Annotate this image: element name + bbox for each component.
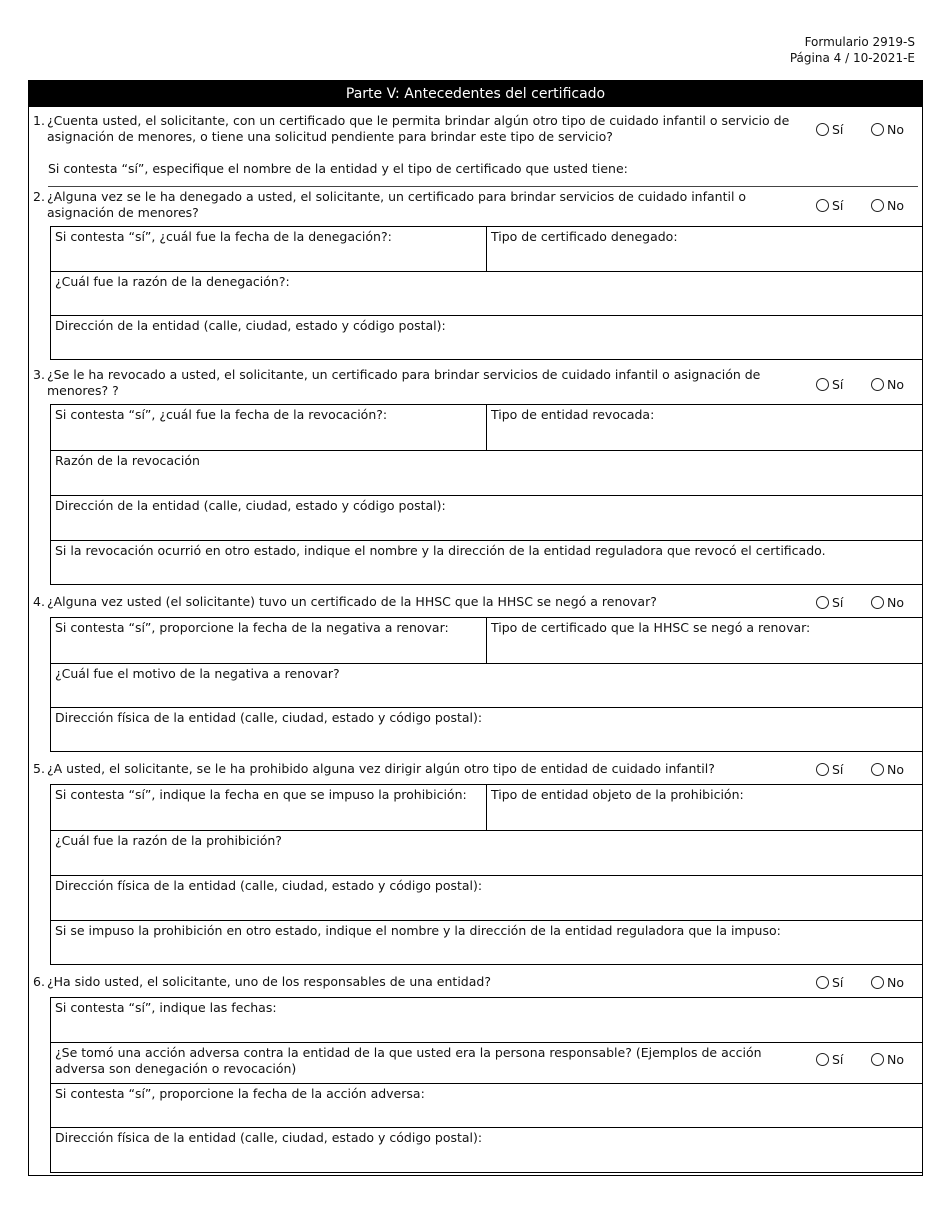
q3-other-state-field[interactable]: Si la revocación ocurrió en otro estado, indique el nombre y la dirección de la entidad reguladora que revocó el certificado. [55, 543, 826, 558]
radio-circle-icon[interactable] [816, 123, 829, 136]
q4-type-field[interactable]: Tipo de certificado que la HHSC se negó a renovar: [491, 620, 811, 635]
q3-details-table [50, 404, 923, 585]
q1-yes-radio[interactable]: Sí [816, 122, 843, 137]
q4-no-radio[interactable]: No [871, 595, 904, 610]
page-number: Página 4 / 10-2021-E [789, 51, 915, 65]
q4-reason-field[interactable]: ¿Cuál fue el motivo de la negativa a renovar? [55, 666, 340, 681]
question-4: 4. ¿Alguna vez usted (el solicitante) tuvo un certificado de la HHSC que la HHSC se negó a renovar? [33, 594, 657, 609]
q5-type-field[interactable]: Tipo de entidad objeto de la prohibición: [491, 787, 744, 802]
radio-circle-icon[interactable] [816, 763, 829, 776]
q6-adverse-no-radio[interactable]: No [871, 1052, 904, 1067]
q2-details-table [50, 226, 923, 360]
radio-circle-icon[interactable] [816, 596, 829, 609]
q2-reason-field[interactable]: ¿Cuál fue la razón de la denegación?: [55, 274, 290, 289]
q5-reason-field[interactable]: ¿Cuál fue la razón de la prohibición? [55, 833, 282, 848]
q2-yes-radio[interactable]: Sí [816, 198, 843, 213]
q5-no-radio[interactable]: No [871, 762, 904, 777]
q3-address-field[interactable]: Dirección de la entidad (calle, ciudad, estado y código postal): [55, 498, 446, 513]
question-5: 5. ¿A usted, el solicitante, se le ha prohibido alguna vez dirigir algún otro tipo de entidad de cuidado infantil? [33, 761, 715, 776]
section-title: Parte V: Antecedentes del certificado [29, 81, 922, 107]
q2-date-field[interactable]: Si contesta “sí”, ¿cuál fue la fecha de la denegación?: [51, 227, 487, 271]
radio-circle-icon[interactable] [871, 199, 884, 212]
radio-circle-icon[interactable] [816, 976, 829, 989]
q2-no-radio[interactable]: No [871, 198, 904, 213]
q6-adverse-action-question: ¿Se tomó una acción adversa contra la entidad de la que usted era la persona responsable? (Ejemplos de acción adversa son denegación o revocación) [55, 1045, 762, 1076]
q3-yes-radio[interactable]: Sí [816, 377, 843, 392]
question-text: ¿Cuenta usted, el solicitante, con un certificado que le permita brindar algún otro tipo de cuidado infantil o servicio de asignación de menores, o tiene una solicitud pendiente para brindar este tipo de servicio? [47, 113, 790, 144]
radio-circle-icon[interactable] [871, 1053, 884, 1066]
q4-address-field[interactable]: Dirección física de la entidad (calle, ciudad, estado y código postal): [55, 710, 483, 725]
question-6: 6. ¿Ha sido usted, el solicitante, uno de los responsables de una entidad? [33, 974, 491, 989]
q4-details-table [50, 617, 923, 752]
q3-no-radio[interactable]: No [871, 377, 904, 392]
q3-reason-field[interactable]: Razón de la revocación [55, 453, 200, 468]
q3-date-field[interactable]: Si contesta “sí”, ¿cuál fue la fecha de la revocación?: [51, 405, 487, 450]
radio-circle-icon[interactable] [871, 763, 884, 776]
q1-instruction: Si contesta “sí”, especifique el nombre de la entidad y el tipo de certificado que usted tiene: [48, 161, 628, 176]
radio-circle-icon[interactable] [871, 976, 884, 989]
form-identifier [790, 34, 915, 66]
q5-other-state-field[interactable]: Si se impuso la prohibición en otro estado, indique el nombre y la dirección de la entidad reguladora que la impuso: [55, 923, 781, 938]
q6-no-radio[interactable]: No [871, 975, 904, 990]
q6-adverse-date-field[interactable]: Si contesta “sí”, proporcione la fecha de la acción adversa: [55, 1086, 425, 1101]
radio-circle-icon[interactable] [816, 378, 829, 391]
q6-details-table [50, 997, 923, 1173]
question-2: 2. ¿Alguna vez se le ha denegado a usted, el solicitante, un certificado para brindar servicios de cuidado infantil o asignación de menores? [33, 189, 747, 220]
q3-type-field[interactable]: Tipo de entidad revocada: [491, 407, 655, 422]
q4-yes-radio[interactable]: Sí [816, 595, 843, 610]
q6-adverse-yes-radio[interactable]: Sí [816, 1052, 843, 1067]
question-number: 1. [33, 113, 45, 128]
q1-no-radio[interactable]: No [871, 122, 904, 137]
q5-details-table [50, 784, 923, 965]
question-3: 3. ¿Se le ha revocado a usted, el solicitante, un certificado para brindar servicios de cuidado infantil o asignación de menores? ? [33, 367, 761, 398]
q5-date-field[interactable]: Si contesta “sí”, indique la fecha en que se impuso la prohibición: [51, 785, 487, 830]
question-1 [33, 113, 793, 145]
radio-circle-icon[interactable] [871, 123, 884, 136]
q1-answer-line[interactable] [48, 186, 918, 187]
radio-circle-icon[interactable] [871, 596, 884, 609]
q5-yes-radio[interactable]: Sí [816, 762, 843, 777]
q4-date-field[interactable]: Si contesta “sí”, proporcione la fecha de la negativa a renovar: [51, 618, 487, 663]
q6-dates-field[interactable]: Si contesta “sí”, indique las fechas: [55, 1000, 277, 1015]
q2-address-field[interactable]: Dirección de la entidad (calle, ciudad, estado y código postal): [55, 318, 446, 333]
radio-circle-icon[interactable] [871, 378, 884, 391]
radio-circle-icon[interactable] [816, 1053, 829, 1066]
q6-yes-radio[interactable]: Sí [816, 975, 843, 990]
q2-type-field[interactable]: Tipo de certificado denegado: [491, 229, 678, 244]
form-number: Formulario 2919-S [804, 35, 915, 49]
q5-address-field[interactable]: Dirección física de la entidad (calle, ciudad, estado y código postal): [55, 878, 483, 893]
form-section-frame [28, 80, 923, 1176]
q6-address-field[interactable]: Dirección física de la entidad (calle, ciudad, estado y código postal): [55, 1130, 483, 1145]
radio-circle-icon[interactable] [816, 199, 829, 212]
